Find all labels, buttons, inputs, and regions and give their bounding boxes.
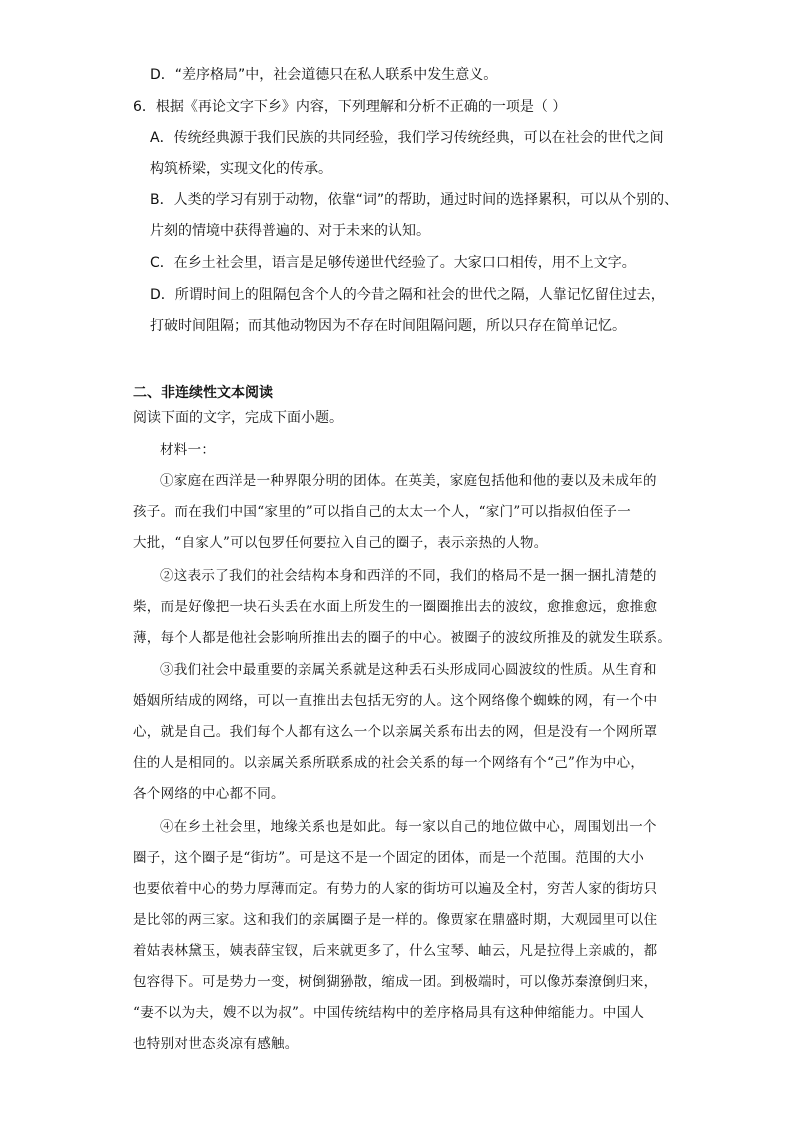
q6-option-a-line1: A．传统经典源于我们民族的共同经验，我们学习传统经典，可以在社会的世代之间: [150, 130, 664, 146]
q6-option-b-line2: 片刻的情境中获得普遍的、对于未来的认知。: [150, 223, 430, 239]
paragraph-2-line-2: 柴，而是好像把一块石头丢在水面上所发生的一圈圈推出去的波纹，愈推愈远，愈推愈: [133, 599, 658, 615]
paragraph-4-line-3: 也要依着中心的势力厚薄而定。有势力的人家的街坊可以遍及全村，穷苦人家的街坊只: [133, 881, 658, 897]
q6-stem: 6．根据《再论文字下乡》内容，下列理解和分析不正确的一项是（ ）: [133, 99, 567, 115]
paragraph-2-line-1: ②这表示了我们的社会结构本身和西洋的不同，我们的格局不是一捆一捆扎清楚的: [160, 568, 657, 584]
paragraph-4-line-8: 也特别对世态炎凉有感触。: [133, 1036, 299, 1052]
section-instruction: 阅读下面的文字，完成下面小题。: [133, 410, 343, 426]
q6-option-c-line1: C．在乡土社会里，语言是足够传递世代经验了。大家口口相传，用不上文字。: [150, 255, 636, 271]
paragraph-4-line-1: ④在乡土社会里，地缘关系也是如此。每一家以自己的地位做中心，周围划出一个: [160, 819, 657, 835]
paragraph-2-line-3: 薄，每个人都是他社会影响所推出去的圈子的中心。被圈子的波纹所推及的就发生联系。: [133, 630, 672, 646]
paragraph-3-line-3: 心，就是自己。我们每个人都有这么一个以亲属关系布出去的网，但是没有一个网所罩: [133, 724, 658, 740]
paragraph-3-line-2: 婚姻所结成的网络，可以一直推出去包括无穷的人。这个网络像个蜘蛛的网，有一个中: [133, 693, 658, 709]
paragraph-3-line-4: 住的人是相同的。以亲属关系所联系成的社会关系的每一个网络有个“己”作为中心，: [133, 755, 645, 771]
paragraph-4-line-4: 是比邻的两三家。这和我们的亲属圈子是一样的。像贾家在鼎盛时期，大观园里可以住: [133, 912, 658, 928]
q5-option-d: D．“差序格局”中，社会道德只在私人联系中发生意义。: [150, 67, 498, 83]
q6-option-b-line1: B．人类的学习有别于动物，依靠“词”的帮助，通过时间的选择累积，可以从个别的、: [150, 192, 679, 208]
section-heading: 二、非连续性文本阅读: [133, 385, 273, 401]
paragraph-4-line-2: 圈子，这个圈子是“街坊”。可是这不是一个固定的团体，而是一个范围。范围的大小: [133, 850, 645, 866]
paragraph-3-line-5: 各个网络的中心都不同。: [133, 786, 285, 802]
paragraph-1-line-1: ①家庭在西洋是一种界限分明的团体。在英美，家庭包括他和他的妻以及未成年的: [160, 473, 657, 489]
paragraph-1-line-3: 大批，“自家人”可以包罗任何要拉入自己的圈子，表示亲热的人物。: [133, 535, 548, 551]
paragraph-4-line-5: 着姑表林黛玉，姨表薛宝钗，后来就更多了，什么宝琴、岫云，凡是拉得上亲戚的，都: [133, 943, 658, 959]
material-label: 材料一：: [160, 442, 216, 458]
q6-option-a-line2: 构筑桥梁，实现文化的传承。: [150, 161, 332, 177]
paragraph-4-line-6: 包容得下。可是势力一变，树倒猢狲散，缩成一团。到极端时，可以像苏秦潦倒归来，: [133, 974, 658, 990]
q6-option-d-line1: D．所谓时间上的阻隔包含个人的今昔之隔和社会的世代之隔，人靠记忆留住过去，: [150, 287, 665, 303]
paragraph-1-line-2: 孩子。而在我们中国“家里的”可以指自己的太太一个人，“家门”可以指叔伯侄子一: [133, 504, 632, 520]
paragraph-3-line-1: ③我们社会中最重要的亲属关系就是这种丢石头形成同心圆波纹的性质。从生育和: [160, 662, 657, 678]
q6-option-d-line2: 打破时间阻隔；而其他动物因为不存在时间阻隔问题，所以只存在简单记忆。: [150, 318, 626, 334]
paragraph-4-line-7: “妻不以为夫，嫂不以为叔”。中国传统结构中的差序格局具有这种伸缩能力。中国人: [133, 1005, 645, 1021]
